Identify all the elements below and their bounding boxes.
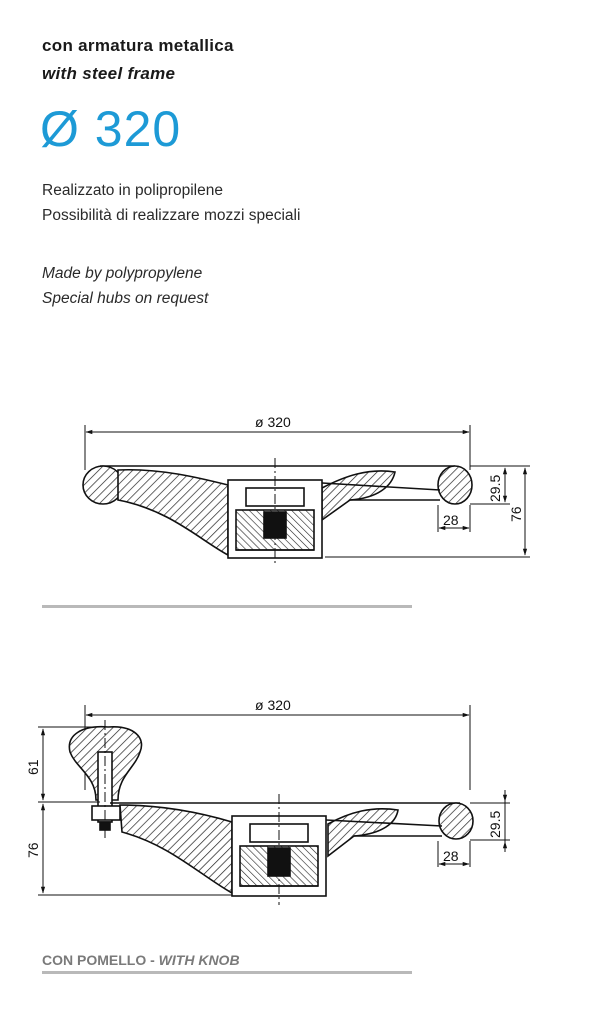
d1-total-height-label: 76 <box>508 506 524 522</box>
model-diameter: Ø 320 <box>40 101 182 157</box>
d2-rim-height-label: 29.5 <box>487 810 503 838</box>
title-english: with steel frame <box>42 64 176 83</box>
d2-diameter-label: ø 320 <box>255 697 291 713</box>
divider-rule <box>42 605 412 608</box>
d2-knob-height-label: 61 <box>25 759 41 775</box>
caption-with-knob <box>42 952 240 968</box>
d1-diameter-label: ø 320 <box>255 414 291 430</box>
caption-italian: CON POMELLO - <box>42 952 159 968</box>
d2-rim-width-label: 28 <box>443 848 459 864</box>
divider-rule <box>42 971 412 974</box>
title-italian: con armatura metallica <box>42 36 234 55</box>
description-it-line1: Realizzato in polipropilene <box>42 182 223 199</box>
description-it-line2: Possibilità di realizzare mozzi speciali <box>42 207 301 224</box>
description-en-line2: Special hubs on request <box>42 290 209 307</box>
caption-english: WITH KNOB <box>158 952 240 968</box>
d2-total-height-label: 76 <box>25 842 41 858</box>
drawing-handwheel <box>83 414 530 565</box>
description-en-line1: Made by polypropylene <box>42 265 203 282</box>
drawing-handwheel-with-knob <box>25 697 510 905</box>
d1-rim-height-label: 29.5 <box>487 474 503 502</box>
d1-rim-width-label: 28 <box>443 512 459 528</box>
